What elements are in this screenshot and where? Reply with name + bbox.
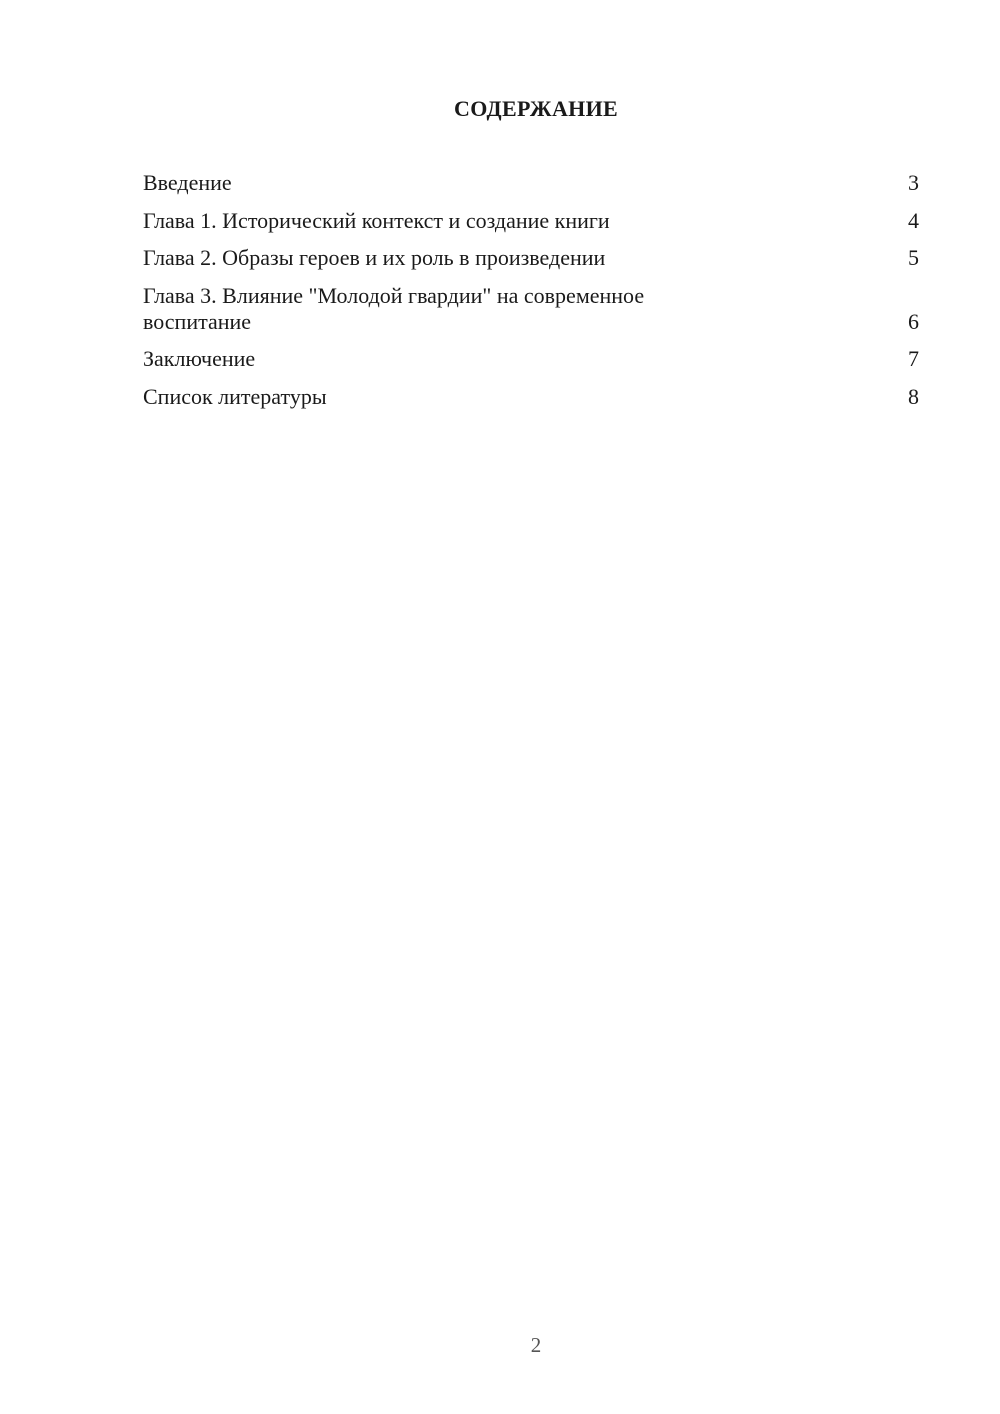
toc-entry-text: Глава 1. Исторический контекст и создание книги xyxy=(143,207,610,233)
toc-entry-chapter-3[interactable] xyxy=(143,283,919,335)
toc-entry-chapter-2[interactable] xyxy=(143,245,919,271)
toc-entry-text: Заключение xyxy=(143,346,256,371)
toc-entry-introduction[interactable] xyxy=(143,170,919,196)
toc-entry-page: 5 xyxy=(908,245,919,270)
toc-entry-conclusion[interactable] xyxy=(143,346,919,372)
table-of-contents xyxy=(143,170,919,421)
toc-entry-chapter-1[interactable] xyxy=(143,208,919,234)
toc-entry-text: Список литературы xyxy=(143,383,327,409)
toc-entry-bibliography[interactable] xyxy=(143,384,919,410)
toc-title: СОДЕРЖАНИЕ xyxy=(454,96,618,121)
toc-entry-page: 3 xyxy=(908,170,919,195)
toc-entry-text: Глава 2. Образы героев и их роль в произведении xyxy=(143,245,606,270)
page-number: 2 xyxy=(530,1333,542,1357)
toc-entry-page: 8 xyxy=(908,383,919,409)
toc-entry-text: Глава 3. Влияние "Молодой гвардии" на современное воспитание xyxy=(143,282,645,334)
toc-entry-page: 7 xyxy=(908,346,919,371)
toc-entry-text: Введение xyxy=(143,170,232,195)
toc-entry-page: 6 xyxy=(908,308,919,334)
toc-entry-page: 4 xyxy=(908,207,919,233)
